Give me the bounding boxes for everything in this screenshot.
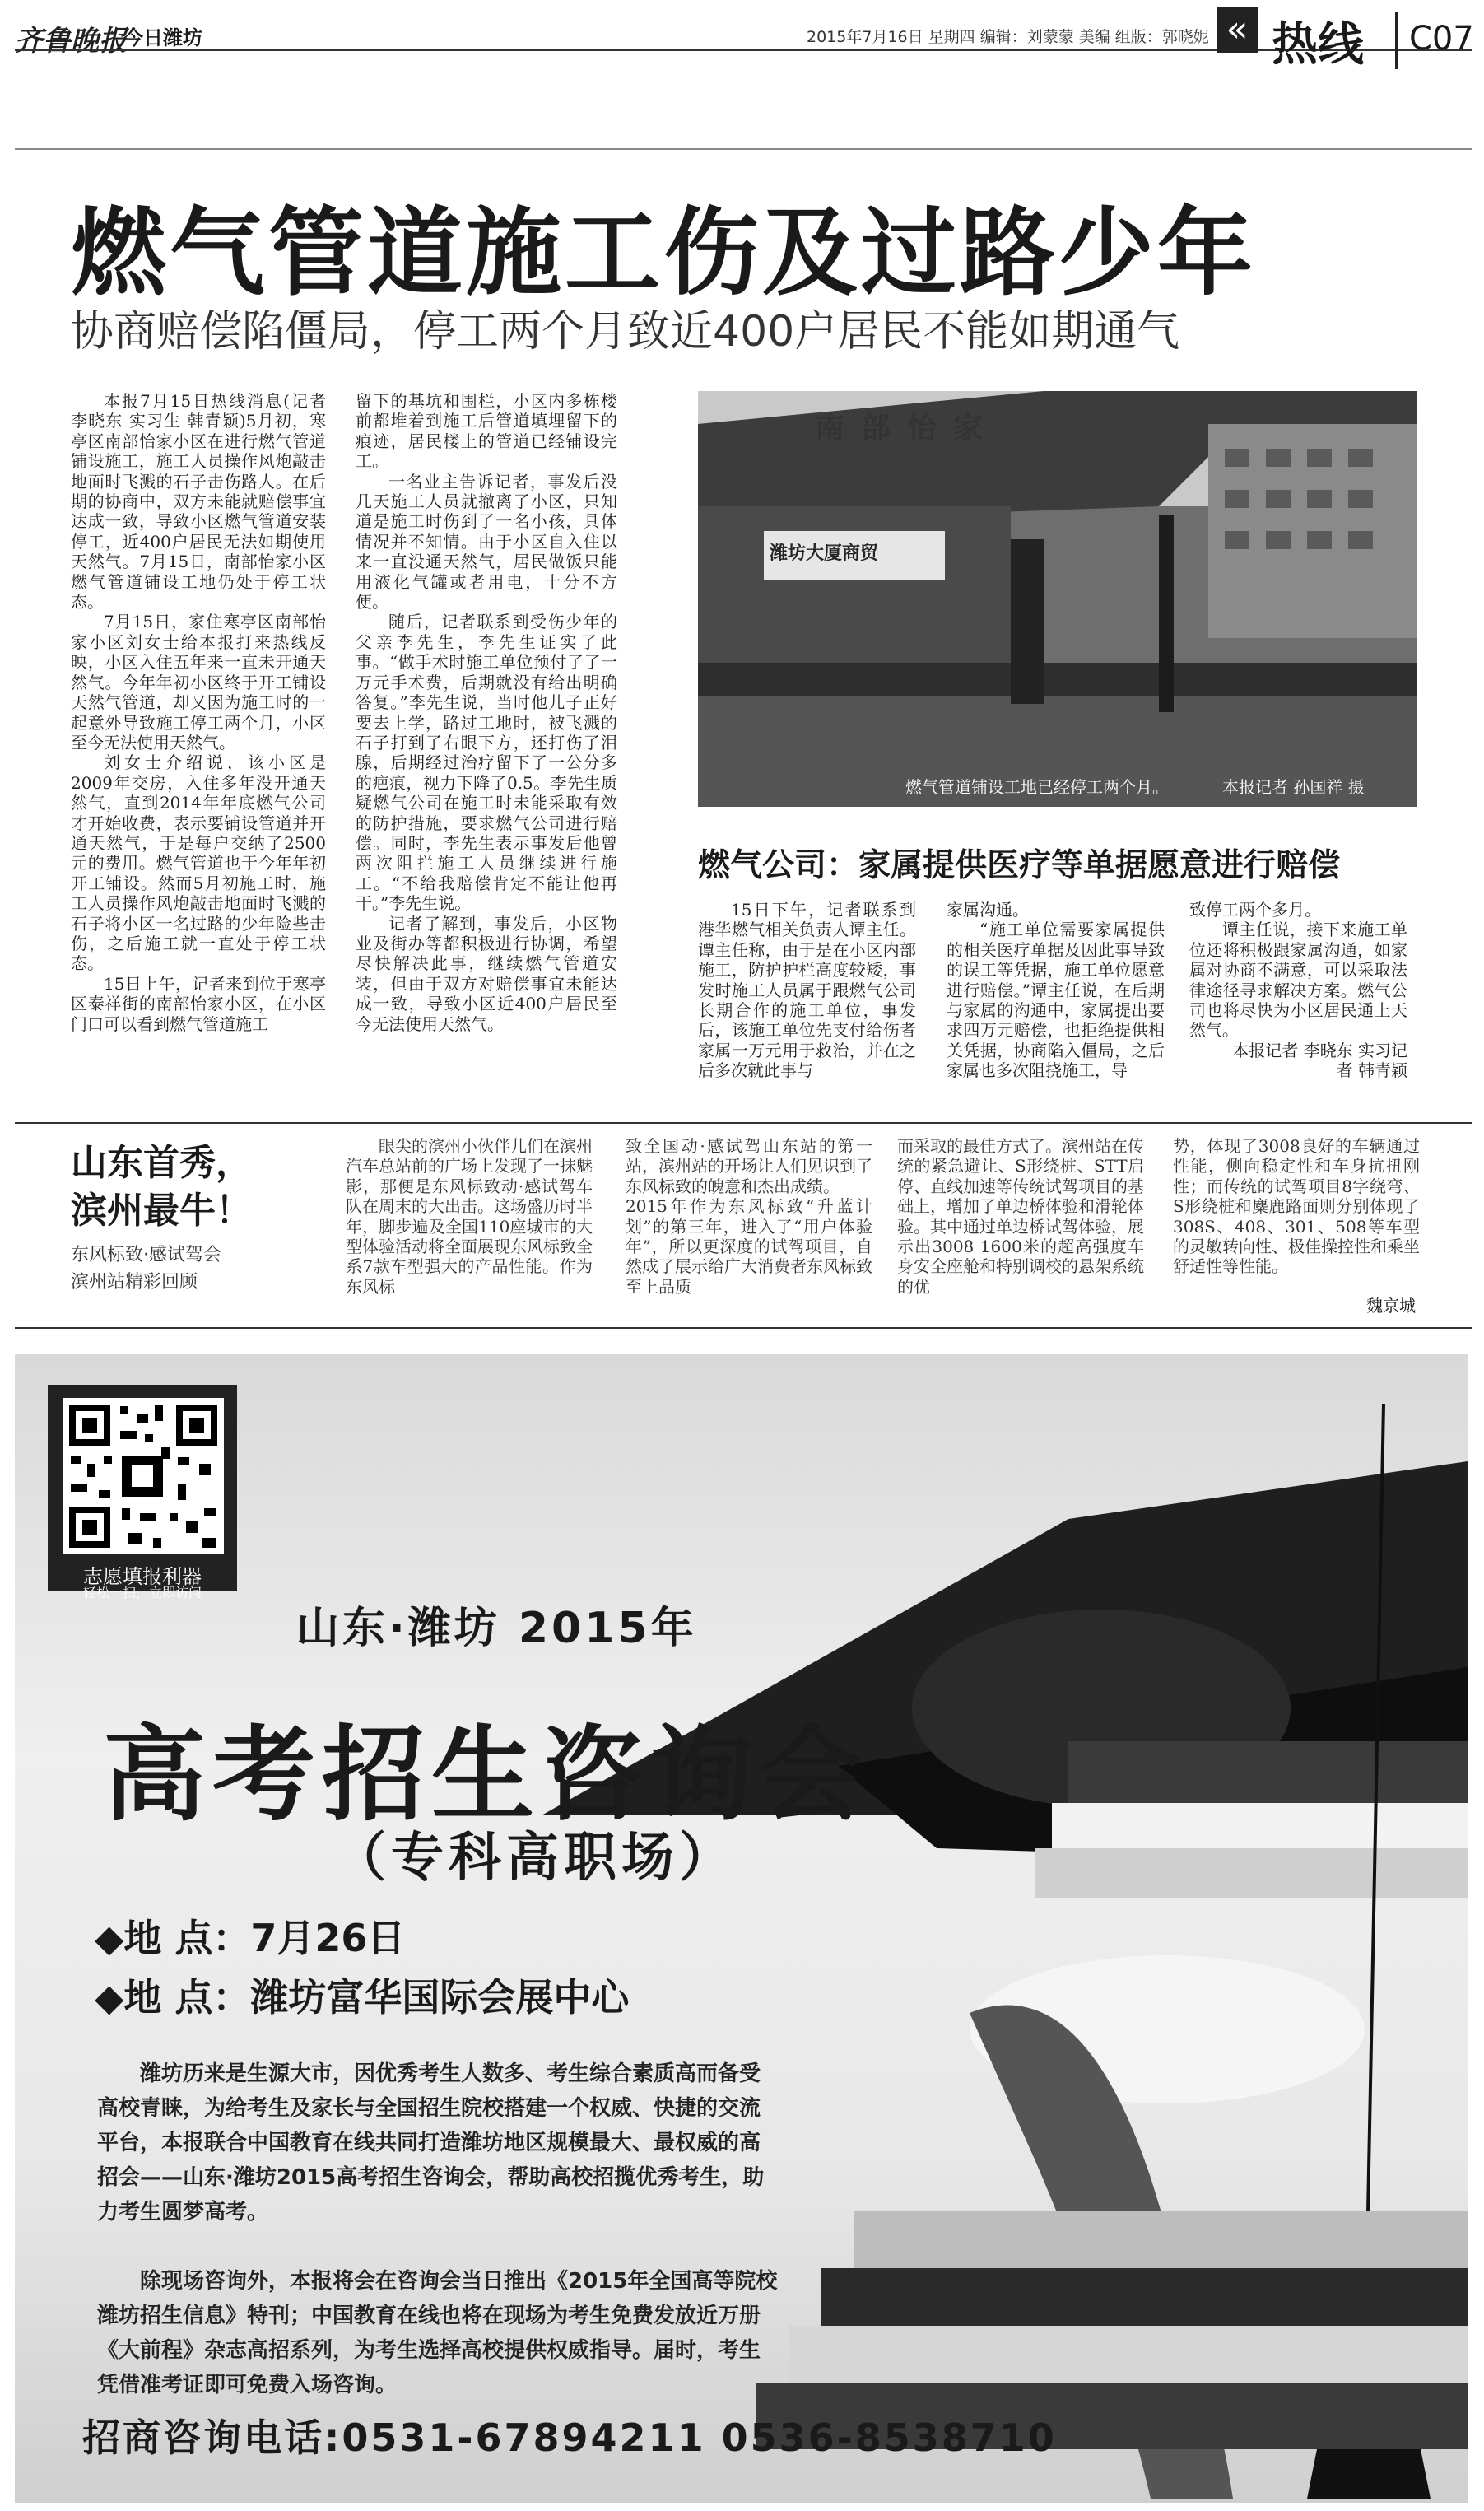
article-paragraph: 家属沟通。: [947, 900, 1029, 920]
promo-title: [71, 1139, 252, 1235]
article-paragraph: 记者了解到，事发后，小区物业及街办等都积极进行协调，希望尽快解决此事，继续燃气管道安装，但由于双方对赔偿事宜未能达成一致，导致小区近400户居民至今无法使用天然气。: [356, 913, 617, 1034]
subheadline: 燃气公司：家属提供医疗等单据愿意进行赔偿: [698, 847, 1341, 884]
promo-paragraph: 致全国动·感试驾山东站的第一站，滨州站的开场让人们见识到了东风标致的魄意和杰出成绩。 2015年作为东风标致“升蓝计划”的第三年，进入了“用户体验年”，所以更深度的试驾项目，自然成了展示给广大消费者东风标致至上品质: [626, 1136, 872, 1297]
article-paragraph: 留下的基坑和围栏，小区内多栋楼前都堆着到施工后管道填埋留下的痕迹，居民楼上的管道已经铺设完工。: [356, 391, 617, 472]
promo-title-line: 滨州最牛！: [71, 1190, 252, 1232]
promo-subtitle: [71, 1242, 221, 1296]
ad-venue-info: ◆地 点：潍坊富华国际会展中心: [95, 1975, 630, 2020]
article-paragraph: 本报7月15日热线消息(记者 李晓东 实习生 韩青颖)5月初，寒亭区南部怡家小区在进行燃气管道铺设施工，施工人员操作风炮敲击地面时飞溅的石子击伤路人。在后期的协商中，双方未能就赔偿事宜达成一致，导致小区燃气管道安装停工，近400户居民无法如期使用天然气。7月15日，南部怡家小区燃气管道铺设工地仍处于停工状态。: [71, 391, 326, 613]
promo-paragraph: 而采取的最佳方式了。滨州站在传统的紧急避让、S形绕桩、STT启停、直线加速等传统试驾项目的基础上，增加了单边桥体验和滑轮体验。其中通过单边桥试驾体验，展示出3008 1600米的超高强度车身安全座舱和特别调校的悬架系统的优: [897, 1136, 1144, 1297]
article-column-5: [1189, 900, 1407, 1081]
qr-code-label: 志愿填报利器: [83, 1565, 202, 1588]
promo-column-2: [626, 1136, 872, 1297]
article-paragraph: “施工单位需要家属提供的相关医疗单据及因此事导致的误工等凭据，施工单位愿意进行赔偿。”谭主任说，在后期与家属的沟通中，家属提出要求四万元赔偿，也拒绝提供相关凭据，协商陷入僵局，之后家属也多次阻挠施工，导: [947, 920, 1165, 1081]
ad-body-paragraph: 潍坊历来是生源大市，因优秀考生人数多、考生综合素质高而备受高校青睐，为给考生及家长与全国招生院校搭建一个权威、快捷的交流平台，本报联合中国教育在线共同打造潍坊地区规模最大、最权威的高招会——山东·潍坊2015高考招生咨询会，帮助高校招揽优秀考生，助力考生圆梦高考。: [97, 2061, 765, 2224]
ad-event-line: 山东·潍坊 2015年: [296, 1604, 697, 1653]
promo-column-4: [1173, 1136, 1420, 1277]
qr-code-pattern: [63, 1398, 224, 1554]
article-paragraph: 谭主任说，接下来施工单位还将积极跟家属沟通，如家属对协商不满意，可以采取法律途径寻求解决方案。燃气公司也将尽快为小区居民通上天然气。: [1189, 920, 1407, 1041]
article-column-1: [71, 391, 326, 1034]
date-line: 2015年7月16日 星期四 编辑：刘蒙蒙 美编 组版：郭晓妮: [807, 28, 1209, 46]
article-column-3: [698, 900, 916, 1081]
article-paragraph: 一名业主告诉记者，事发后没几天施工人员就撤离了小区，只知道是施工时伤到了一名小孩，具体情况并不知情。由于小区自入住以来一直没通天然气，居民做饭只能用液化气罐或者用电，十分不方便。: [356, 471, 617, 613]
photo-shop-text: 潍坊大厦商贸: [770, 543, 879, 564]
article-column-2: [356, 391, 617, 1034]
article-paragraph: 随后，记者联系到受伤少年的父亲李先生，李先生证实了此事。“做手术时施工单位预付了了一万元手术费，后期就没有给出明确答复。”李先生说，当时他儿子正好要去上学，路过工地时，被飞溅的石子打到了右眼下方，还打伤了泪腺，后期经过治疗留下了一公分多的疤痕，视力下降了0.5。李先生质疑燃气公司在施工时未能采取有效的防护措施，要求燃气公司进行赔偿。同时，李先生表示事发后他曾两次阻拦施工人员继续进行施工。“不给我赔偿肯定不能让他再干。”李先生说。: [356, 612, 617, 914]
ad-date-info: ◆地 点：7月26日: [95, 1916, 406, 1960]
article-paragraph: 致停工两个多月。: [1189, 900, 1321, 920]
ad-phone-line: 招商咨询电话:0531-67894211 0536-8538710: [82, 2415, 1057, 2460]
article-paragraph: 15日下午，记者联系到港华燃气相关负责人谭主任。谭主任称，由于是在小区内部施工，防护护栏高度较矮，事发时施工人员属于跟燃气公司长期合作的施工单位，事发后，该施工单位先支付给伤者家属一万元用于救治，并在之后多次就此事与: [698, 900, 916, 1081]
promo-paragraph: 眼尖的滨州小伙伴儿们在滨州汽车总站前的广场上发现了一抹魅影，那便是东风标致动·感试驾车队在周末的大出击。这场盛历时半年，脚步遍及全国110座城市的大型体验活动将全面展现东风标致全系7款车型强大的产品性能。作为东风标: [346, 1136, 593, 1297]
subhead: 协商赔偿陷僵局，停工两个月致近400户居民不能如期通气: [71, 307, 1180, 356]
photo-scene: [698, 391, 1417, 807]
promo-author: 魏京城: [1366, 1296, 1416, 1316]
hotline-mark-icon: «: [1217, 7, 1258, 53]
promo-subtitle-line: 滨州站精彩回顾: [71, 1272, 198, 1293]
hotline-title: 热线: [1272, 18, 1364, 72]
ad-subtitle: （专科高职场）: [333, 1828, 737, 1889]
header-separator: [1395, 12, 1398, 69]
promo-column-3: [897, 1136, 1144, 1297]
section-divider: [15, 1327, 1472, 1329]
article-paragraph: 7月15日，家住寒亭区南部怡家小区刘女士给本报打来热线反映，小区入住五年来一直未开通天然气。今年年初小区终于开工铺设天然气管道，却又因为施工时的一起意外导致施工停工两个月，小区至今无法使用天然气。: [71, 612, 326, 752]
ad-title: 高考招生咨询会: [103, 1716, 869, 1835]
qr-code-sublabel: 轻松一扫，立即访问: [82, 1585, 202, 1600]
qr-code-icon[interactable]: [63, 1398, 224, 1554]
news-photo: [698, 391, 1417, 807]
promo-paragraph: 势，体现了3008良好的车辆通过性能，侧向稳定性和车身抗扭刚性；而传统的试驾项目8字绕弯、S形绕桩和麋鹿路面则分别体现了308S、408、301、508等车型的灵敏转向性、极佳操控性和乘坐舒适性等性能。: [1173, 1136, 1420, 1277]
header-rule-lower: [15, 148, 1472, 150]
photo-credit: 本报记者 孙国祥 摄: [1222, 777, 1365, 797]
section-label: 今日潍坊: [123, 26, 202, 49]
page-number: C07: [1409, 20, 1474, 58]
article-column-4: [947, 900, 1165, 1081]
article-paragraph: 刘女士介绍说，该小区是2009年交房，入住多年没开通天然气，直到2014年年底燃气公司才开始收费，表示要铺设管道并开通天然气，于是每户交纳了2500元的费用。燃气管道也于今年年初开工铺设。然而5月初施工时，施工人员操作风炮敲击地面时飞溅的石子将小区一名过路的少年险些击伤，之后施工就一直处于停工状态。: [71, 752, 326, 974]
section-divider: [15, 1122, 1472, 1124]
promo-column-1: [346, 1136, 593, 1297]
headline: 燃气管道施工伤及过路少年: [71, 198, 1256, 309]
photo-sign-text: 南部怡家: [815, 412, 1000, 445]
article-paragraph: 15日上午，记者来到位于寒亭区泰祥街的南部怡家小区，在小区门口可以看到燃气管道施工: [71, 973, 326, 1034]
article-byline: 本报记者 李晓东 实习记者 韩青颖: [1232, 1040, 1407, 1081]
promo-title-line: 山东首秀，: [71, 1142, 252, 1184]
ad-body-paragraph: 除现场咨询外，本报将会在咨询会当日推出《2015年全国高等院校潍坊招生信息》特刊；中国教育在线也将在现场为考生免费发放近万册《大前程》杂志高招系列，为考生选择高校提供权威指导。届时，考生凭借准考证即可免费入场咨询。: [97, 2269, 778, 2397]
photo-caption: 燃气管道铺设工地已经停工两个月。: [905, 777, 1169, 797]
masthead-logo: 齐鲁晚报: [15, 25, 127, 58]
promo-subtitle-line: 东风标致·感试驾会: [71, 1245, 221, 1265]
